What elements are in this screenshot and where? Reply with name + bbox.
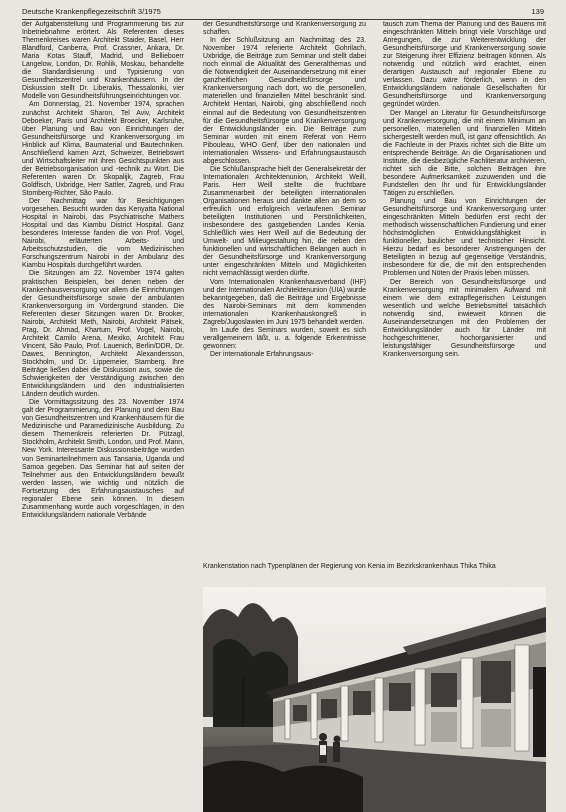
running-header bbox=[22, 6, 544, 18]
paragraph: Vom Internationalen Krankenhausverband (IHF) und der Internationalen Architektenunion (UIA) wurde bekanntgegeben, daß die Beiträge und Ergebnisse des Nairobi-Seminars mit dem kommenden internationalen Krankenhauskongreß in Zagreb/Jugoslawien im Juni 1975 behandelt werden. bbox=[203, 278, 366, 326]
paragraph: der Aufgabenstellung und Programmierung bis zur Inbetriebnahme erörtert. Als Referenten dieses Themenkreises waren Architekt Staider, Basel, Herr Blandford, Canberra, Prof. Crassner, Ankara, Dr. Maria Kotas Stauff, Madrid, und Bellieboerr Langelow, London, Dr. Rohlik, Moskau, behandelte die Standardisierung und Typisierung von Gesundheitszentrel und Krankenhäusern. In der Diskussion stellt Dr. Liberakis, Thessaloniki, vier Modelle von Gesundheitsführungseinrichtungen vor. bbox=[22, 21, 184, 101]
paragraph: Die Sitzungen am 22. November 1974 galten praktischen Beispielen, bei denen neben der Krankenhausversorgung vor allem die Einrichtungen der Gesundheitsfürsorge sowie der ambulanten Krankenversorgung im Vordergrund standen. Die Referenten dieser Sitzungen waren Dr. Brooker, Nairobi, Architekt Meth, Nairobi, Architekt Pätsek, Prag, Dr. Ahmad, Khartum, Prof. Vogel, Nairobi, Architekt Camilo Arena, Mexiko, Architekt Frau Vincent, São Paulo, Prof. Lauenich, Berlin/DDR, Dr. Dawes, Bennington, Architekt Alexandersson, Stockholm, und Dr. Lippemeier, Starnberg. Ihre Beiträge ließen dabei die Diskussion aus, sowie die Schwierigkeiten der Verständigung zwischen den Entwicklungsländern und den industrialisierten Ländern deutlich wurden. bbox=[22, 270, 184, 399]
paragraph: tausch zum Thema der Planung und des Bauens mit eingeschränkten Mitteln bringt viele Vorschläge und Anregungen, die zur Weiterentwicklung der Gesundheitsfürsorge und Krankenversorgung sowie zur Steigerung ihrer Effizienz beitragen können. Als notwendig und nützlich wird erachtet, einen derartigen Austausch auf regionaler Ebene zu verlassen. Dazu wäre förderlich, wenn in den Entwicklungsländern nationale Gesellschaften für Gesundheitsfürsorge und Krankenversorgung gegründet würden. bbox=[383, 21, 546, 109]
figure-caption: Krankenstation nach Typenplänen der Regierung von Kenia im Bezirkskrankenhaus Thika Thika bbox=[203, 563, 496, 570]
page-number: 139 bbox=[531, 7, 544, 16]
paragraph: Die Schlußansprache hielt der Generalsekretär der Internationalen Architektenunion, Architekt Weill, Paris. Herr Weill stellte die fruchtbare Zusammenarbeit der beteiligten internationalen Organisationen heraus und dankte allen an dem so erfreulich und erfolgreich verlaufenen Seminar beteiligten Institutionen und Persönlichkeiten, insbesondere des gastgebenden Landes Kenia. Schließlich wies Herr Weill auf die Bedeutung der Umwelt- und Milieugestaltung hin, die neben den funktionellen und wirtschaftlichen Belangen auch in der Gesundheitsfürsorge und Krankenversorgung unter eingeschränkten Mitteln und Möglichkeiten nicht vernachlässigt werden dürfte. bbox=[203, 165, 366, 278]
paragraph: Planung und Bau von Einrichtungen der Gesundheitsfürsorge und Krankenversorgung unter eingeschränkten Mitteln bedürfen erst recht der methodisch wissenschaftlichen Fundierung und einer höchstmöglichen Entwicklungsfähigkeit in funktioneller, baulicher und technischer Hinsicht. Hierzu bedarf es besonderer Anstrengungen der Beteiligten in bezug auf gegenseitige Verständnis, insbesondere für die, die mit den entsprechenden Problemen und Nöten der Praxis leben müssen. bbox=[383, 198, 546, 278]
text-column-3 bbox=[383, 21, 546, 566]
header-rule bbox=[22, 19, 544, 20]
paragraph: Der Mangel an Literatur für Gesundheitsfürsorge und Krankenversorgung, die mit einem Minimum an personellen, materiellen und finanziellen Mitteln sichergestellt werden muß, ist ganz offensichtlich. An die Fachleute in der Praxis richtet sich die Bitte um entsprechende Beiträge. An die Organisationen und Institute, die diesbezügliche Fachliteratur archivieren, richtet sich die Bitte, solchen Beiträgen ihre besondere Aufmerksamkeit zuzuwenden und die Fundstellen den Ihr und für Entwicklungsländer Tätigen zu erschließen. bbox=[383, 109, 546, 197]
paragraph: Die Vormittagssitzung des 23. November 1974 galt der Programmierung, der Planung und dem Bau von Gesundheitszentren und Krankenhäusern für die Medizinische und Paramedizinische Ausbildung. Zu diesem Themenkreis referierten Dr. Pützagl, Stockholm, Architekt Smith, London, und Prof. Mann, New York. Interessante Diskussionsbeiträge wurden von Seminarteilnehmern aus Tansania, Uganda und Samoa gegeben. Das Seminar hat auf seiten der Teilnehmer aus den Entwicklungsländern bewußt werden lassen, wie wichtig und nützlich die Fortsetzung des Erfahrungsaustausches auf regionaler Ebene sein können. In diesem Zusammenhang wurde auch vorgeschlagen, in den Entwicklungsländern nationale Verbände bbox=[22, 399, 184, 519]
paragraph: Der Nachmittag war für Besichtigungen vorgesehen. Besucht wurden das Kenyatta National Hospital in Nairobi, das Psychiatrische Mathers Hospital und das Kiambu District Hospital. Ganz besonderes Interesse fanden die von Prof. Vogel, Nairobi, erläuterten Arbeits- und Arbeitsschutzstudien, die vom Medizinischen Forschungszentrum Nairobi in der Ambulanz des Kiambu Hospitals durchgeführt wurden. bbox=[22, 198, 184, 270]
paragraph: der Gesundheitsfürsorge und Krankenversorgung zu schaffen. bbox=[203, 21, 366, 37]
paragraph: Der internationale Erfahrungsaus- bbox=[210, 350, 314, 358]
paragraph: Der Bereich von Gesundheitsfürsorge und Krankenversorgung mit minimalem Aufwand mit einem wie dem extrapflegerischen Leistungen wesentlich und welche Betriebsmittel tatsächlich notwendig sind, inwieweit können die Auseinandersetzungen mit den Problemen der Entwicklungsländer auch für Länder mit hochgeschrittener, hochorganisierter und leistungsfähiger Gesundheitsfürsorge und Krankenversorgung sein. bbox=[383, 278, 546, 358]
paragraph: Am Donnerstag, 21. November 1974, sprachen zunächst Architekt Sharon, Tel Aviv, Architekt Deboeker, Paris und Architekt Broecker, Karlsruhe, über Planung und Bau von Einrichtungen der Gesundheitsfürsorge und Krankenversorgung im Hinblick auf Klima, Baumaterial und Bautechniken. Anschließend kamen Arzt, Schweizer, Betriebswirt und Wirtschaftsleiter mit ihren Gesichtspunkten aus der Betriebsorganisation und -technik zu Wort. Die Referenten waren Dr. Skopalijk, Zagreb, Frau Goldfisch, Uxbridge, Herr Sattler, Zagreb, und Frau Stomberg-Richter, São Paulo. bbox=[22, 101, 184, 197]
paragraph: Im Laufe des Seminars wurden, soweit es sich verallgemeinern läßt, u. a. folgende Erkenntnisse gewonnen: bbox=[203, 326, 366, 350]
paragraph: In der Schlußsitzung am Nachmittag des 23. November 1974 referierte Architekt Gohrilach, Uxbridge, die Beiträge zum Seminar und stellt dabei noch einmal die Aktualität des Generalthemas und die Notwendigkeit der Auseinandersetzung mit einer ganzheitlichen Gesundheitsfürsorge und Krankenversorgung nach dort, wo die personellen, materiellen und finanziellen Mittel beschränkt sind. Architekt Hentari, Nairobi, ging abschließend noch einmal auf die Bedeutung von Gesundheitszentren für die Gesundheitsfürsorge und Krankenversorgung der Entwicklungsländer ein. Die Beiträge zum Seminar wurden mit einem Referat von Herrn Pibouleau, WHO Genf, über den nationalen und internationalen Wissens- und Erfahrungsaustausch abgeschlossen. bbox=[203, 37, 366, 165]
journal-title: Deutsche Krankenpflegezeitschrift 3/1975 bbox=[22, 7, 161, 16]
hospital-ward-photo bbox=[203, 587, 546, 812]
text-column-1 bbox=[22, 21, 184, 811]
text-column-2 bbox=[203, 21, 366, 566]
